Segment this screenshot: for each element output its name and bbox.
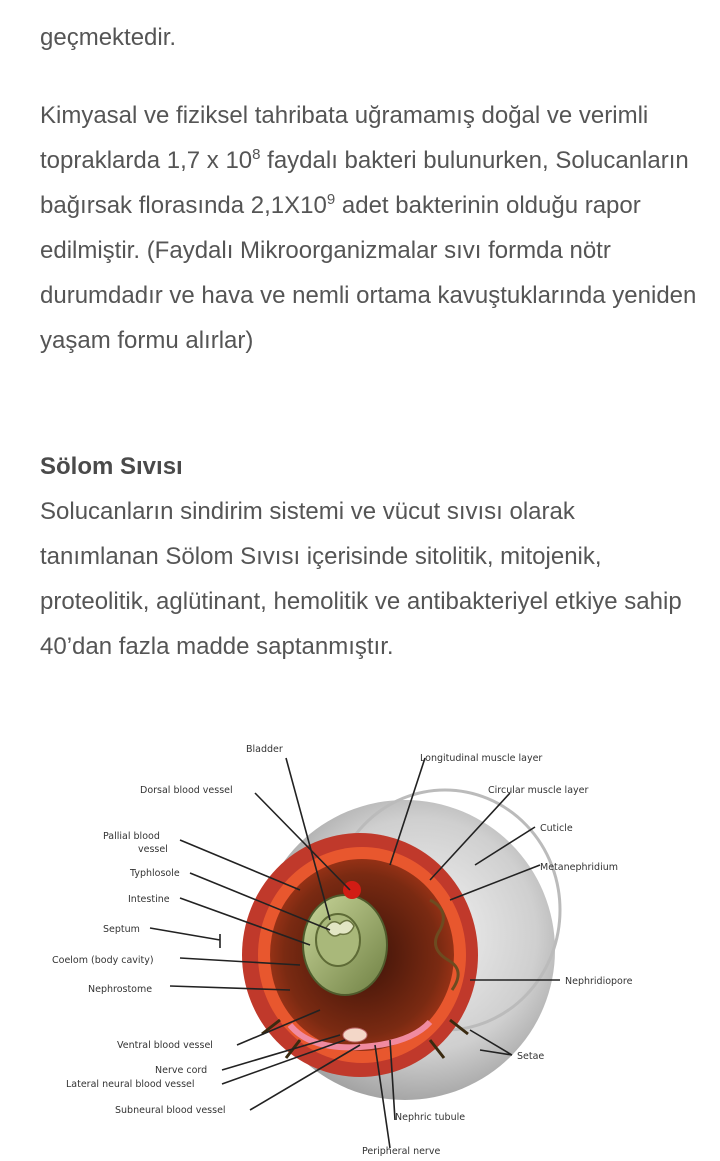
earthworm-cross-section-diagram (0, 690, 720, 1161)
paragraph-text-b: faydalı bakteri bulunurken, Solucanların bağırsak florasında 2,1X10 (40, 147, 689, 219)
dorsal-vessel (343, 881, 361, 899)
section-solom (40, 444, 700, 669)
paragraph-text: geçmektedir. (40, 24, 177, 51)
worm-illustration (242, 790, 560, 1100)
label-nerve-cord: Nerve cord (155, 1065, 208, 1076)
paragraph-bacteria (40, 93, 700, 363)
label-intestine: Intestine (128, 894, 170, 905)
paragraph-text-a: Kimyasal ve fiziksel tahribata uğramamış doğal ve verimli topraklarda 1,7 x 10 (40, 102, 649, 174)
section-body: Solucanların sindirim sistemi ve vücut sıvısı olarak tanımlanan Sölom Sıvısı içerisinde sitolitik, mitojenik, proteolitik, aglütinant, hemolitik ve antibakteriyel etkiye sahip 40’dan fazla madde saptanmıştır. (40, 498, 682, 660)
nerve-cord (343, 1028, 367, 1042)
label-peripheral-nerve: Peripheral nerve (362, 1146, 441, 1157)
label-circular-muscle-layer: Circular muscle layer (488, 785, 589, 796)
label-nephrostome: Nephrostome (88, 984, 153, 995)
label-dorsal-blood-vessel: Dorsal blood vessel (140, 785, 233, 796)
label-subneural-blood-vessel: Subneural blood vessel (115, 1105, 226, 1116)
label-pallial-vessel: vessel (138, 844, 168, 855)
paragraph-text-c: adet bakterinin olduğu rapor edilmiştir. (Faydalı Mikroorganizmalar sıvı formda nötr durumdadır ve hava ve nemli ortama kavuştuklarında yeniden yaşam formu alırlar) (40, 192, 697, 354)
label-lateral-neural-blood-vessel: Lateral neural blood vessel (66, 1079, 195, 1090)
label-coelom: Coelom (body cavity) (52, 955, 154, 966)
paragraph-continuation (40, 15, 700, 60)
label-ventral-blood-vessel: Ventral blood vessel (117, 1040, 213, 1051)
label-pallial-blood: Pallial blood (103, 831, 160, 842)
label-longitudinal-muscle-layer: Longitudinal muscle layer (420, 753, 543, 764)
label-setae: Setae (517, 1051, 545, 1062)
intestine-lumen (316, 914, 360, 966)
label-cuticle: Cuticle (540, 823, 573, 834)
label-typhlosole: Typhlosole (130, 868, 180, 879)
exponent-8: 8 (252, 146, 261, 163)
label-septum: Septum (103, 924, 140, 935)
label-nephridiopore: Nephridiopore (565, 976, 633, 987)
label-metanephridium: Metanephridium (540, 862, 618, 873)
exponent-9: 9 (326, 191, 336, 208)
label-nephric-tubule: Nephric tubule (395, 1112, 466, 1123)
label-bladder: Bladder (246, 744, 283, 755)
section-heading: Sölom Sıvısı (40, 453, 183, 480)
